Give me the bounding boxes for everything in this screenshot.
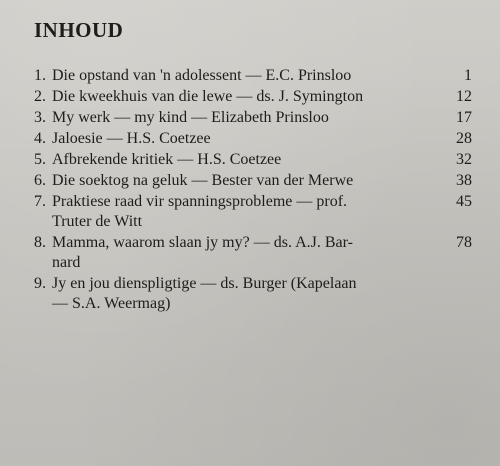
entry-page-number: 17 <box>456 109 472 126</box>
entry-number: 7. <box>34 193 46 210</box>
entry-title: My werk — my kind — Elizabeth Prinsloo <box>52 109 329 126</box>
toc-entry-3 <box>34 108 474 128</box>
toc-entry-2 <box>34 87 474 107</box>
entry-number: 1. <box>34 67 46 84</box>
entry-page-number: 32 <box>456 151 472 168</box>
entry-title-continuation: Truter de Witt <box>52 213 143 230</box>
entry-number: 3. <box>34 109 46 126</box>
entry-number: 4. <box>34 130 46 147</box>
toc-entry-4 <box>34 129 474 149</box>
entry-page-number: 28 <box>456 130 472 147</box>
entry-title: Die opstand van 'n adolessent — E.C. Prinsloo <box>52 67 352 84</box>
entry-title: Mamma, waarom slaan jy my? — ds. A.J. Bar- <box>52 234 353 251</box>
entry-number: 6. <box>34 172 46 189</box>
toc-entry-1 <box>34 66 474 86</box>
entry-title: Jaloesie — H.S. Coetzee <box>52 130 211 147</box>
entry-title: Die kweekhuis van die lewe — ds. J. Symington <box>52 88 364 105</box>
table-of-contents <box>34 66 474 315</box>
entry-number: 8. <box>34 234 46 251</box>
entry-number: 9. <box>34 275 46 292</box>
entry-title: Die soektog na geluk — Bester van der Merwe <box>52 172 354 189</box>
entry-page-number: 1 <box>464 67 472 84</box>
toc-entry-5 <box>34 150 474 170</box>
entry-page-number: 38 <box>456 172 472 189</box>
entry-title-continuation: — S.A. Weermag) <box>52 295 171 312</box>
entry-number: 2. <box>34 88 46 105</box>
entry-number: 5. <box>34 151 46 168</box>
entry-title-continuation: nard <box>52 254 81 271</box>
page-title: INHOUD <box>34 18 124 42</box>
entry-page-number: 12 <box>456 88 472 105</box>
entry-page-number: 45 <box>456 193 472 210</box>
entry-title: Praktiese raad vir spanningsprobleme — prof. <box>52 193 348 210</box>
entry-title: Afbrekende kritiek — H.S. Coetzee <box>52 151 282 168</box>
toc-entry-8 <box>34 233 474 273</box>
toc-entry-7 <box>34 192 474 232</box>
entry-title: Jy en jou dienspligtige — ds. Burger (Kapelaan <box>52 275 357 292</box>
toc-entry-6 <box>34 171 474 191</box>
entry-page-number: 78 <box>456 234 472 251</box>
toc-entry-9 <box>34 274 474 314</box>
